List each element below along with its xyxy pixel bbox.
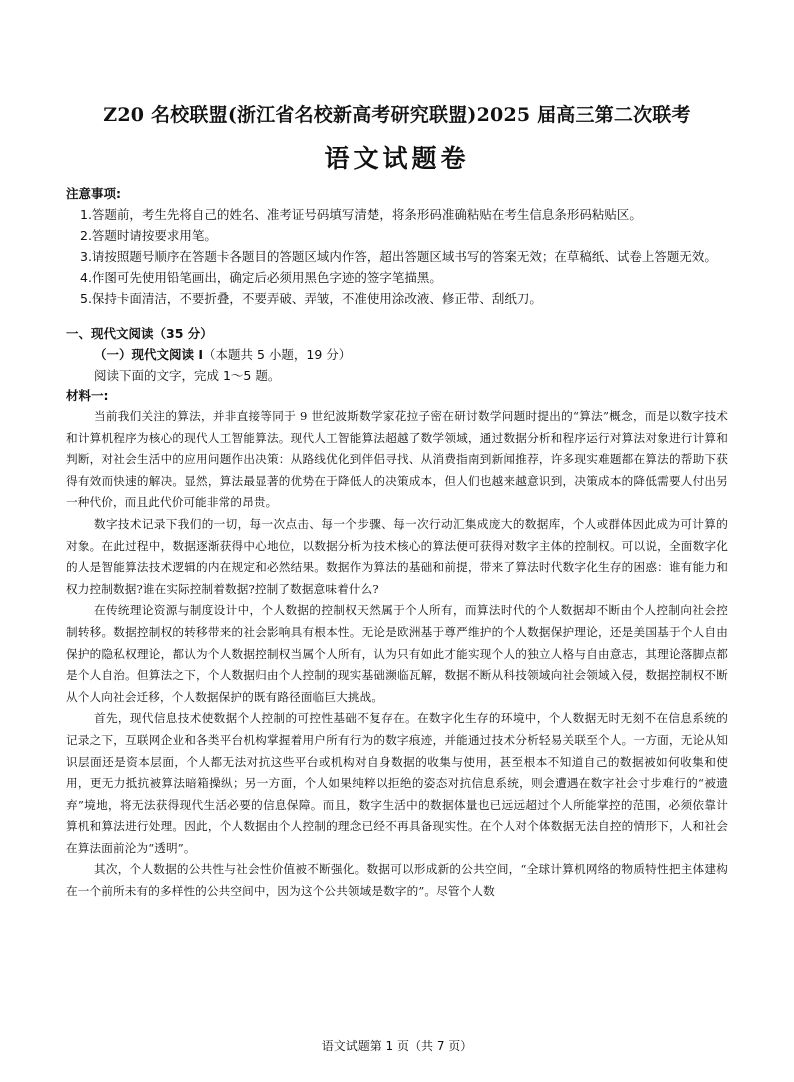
subsection-heading — [66, 344, 728, 365]
subsection-title: （一）现代文阅读 I — [94, 347, 204, 362]
notice-item: 5.保持卡面清洁，不要折叠，不要弄破、弄皱，不准使用涂改液、修正带、刮纸刀。 — [80, 291, 542, 306]
page-footer: 语文试题第 1 页（共 7 页） — [321, 1039, 473, 1053]
exam-subtitle: 语文试题卷 — [324, 144, 470, 173]
notice-list — [66, 204, 728, 309]
notice-item: 3.请按照题号顺序在答题卡各题目的答题区域内作答，超出答题区域书写的答案无效；在草稿纸、试卷上答题无效。 — [80, 249, 717, 264]
notice-item: 4.作图可先使用铅笔画出，确定后必须用黑色字迹的签字笔描黑。 — [80, 270, 442, 285]
notice-heading: 注意事项: — [66, 186, 121, 201]
exam-title: Z20 名校联盟(浙江省名校新高考研究联盟)2025 届高三第二次联考 — [103, 104, 691, 126]
section-heading: 一、现代文阅读（35 分） — [66, 326, 213, 341]
passage-paragraph: 首先，现代信息技术使数据个人控制的可控性基础不复存在。在数字化生存的环境中，个人数据无时无刻不在信息系统的记录之下，互联网企业和各类平台机构掌握着用户所有行为的数字痕迹，并能通过技术分析轻易关联至个人。一方面，无论从知识层面还是资本层面，个人都无法对抗这些平台或机构对自身数据的收集与使用，甚至根本不知道自己的数据被如何收集和使用，更无力抵抗被算法暗箱操纵；另一方面，个人如果纯粹以拒绝的姿态对抗信息系统，则会遭遇在数字社会寸步难行的“被遗弃”境地，将无法获得现代生活必要的信息保障。而且，数字生活中的数据体量也已远远超过个人所能掌控的范围，必须依靠计算机和算法进行处理。因此，个人数据由个人控制的理念已经不再具备现实性。在个人对个体数据无法自控的情形下，人和社会在算法面前沦为“透明”。 — [66, 711, 728, 855]
passage-paragraph: 当前我们关注的算法，并非直接等同于 9 世纪波斯数学家花拉子密在研讨数学问题时提出的“算法”概念，而是以数字技术和计算机程序为核心的现代人工智能算法。现代人工智能算法超越了数学领域，通过数据分析和程序运行对算法对象进行计算和判断，对社会生活中的应用问题作出决策：从路线优化到伴侣寻找、从消费指南到新闻推荐，许多现实难题都在算法的帮助下获得有效而快速的解决。显然，算法最显著的优势在于降低人的决策成本，但人们也越来越意识到，决策成本的降低需要人付出另一种代价，而且此代价可能非常的昂贵。 — [66, 409, 728, 510]
notice-item: 1.答题前，考生先将自己的姓名、准考证号码填写清楚，将条形码准确粘贴在考生信息条形码粘贴区。 — [80, 207, 642, 222]
passage-paragraph: 其次，个人数据的公共性与社会性价值被不断强化。数据可以形成新的公共空间，“全球计算机网络的物质特性把主体建构在一个前所未有的多样性的公共空间中，因为这个公共领域是数字的”。尽管个人数 — [66, 862, 728, 899]
subsection-note: （本题共 5 小题，19 分） — [203, 347, 352, 362]
notice-item: 2.答题时请按要求用笔。 — [80, 228, 217, 243]
material-label: 材料一: — [66, 388, 109, 403]
passage-paragraph: 在传统理论资源与制度设计中，个人数据的控制权天然属于个人所有，而算法时代的个人数据却不断由个人控制向社会控制转移。数据控制权的转移带来的社会影响具有根本性。无论是欧洲基于尊严维护的个人数据保护理论，还是美国基于个人自由保护的隐私权理论，都认为个人数据控制权当属个人所有，认为只有如此才能实现个人的独立人格与自由意志，其理论落脚点都是个人自治。但算法之下，个人数据归由个人控制的现实基础濒临瓦解，数据不断从科技领域向社会领域入侵，数据控制权不断从个人向社会迁移，个人数据保护的既有路径面临巨大挑战。 — [66, 603, 728, 704]
reading-instruction: 阅读下面的文字，完成 1～5 题。 — [94, 368, 281, 383]
passage-paragraph: 数字技术记录下我们的一切，每一次点击、每一个步骤、每一次行动汇集成庞大的数据库，个人或群体因此成为可计算的对象。在此过程中，数据逐渐获得中心地位，以数据分析为技术核心的算法便可获得对数字主体的控制权。可以说，全面数字化的人是智能算法技术逻辑的内在规定和必然结果。数据作为算法的基础和前提，带来了算法时代数字化生存的困惑：谁有能力和权力控制数据?谁在实际控制着数据?控制了数据意味着什么? — [66, 516, 728, 596]
